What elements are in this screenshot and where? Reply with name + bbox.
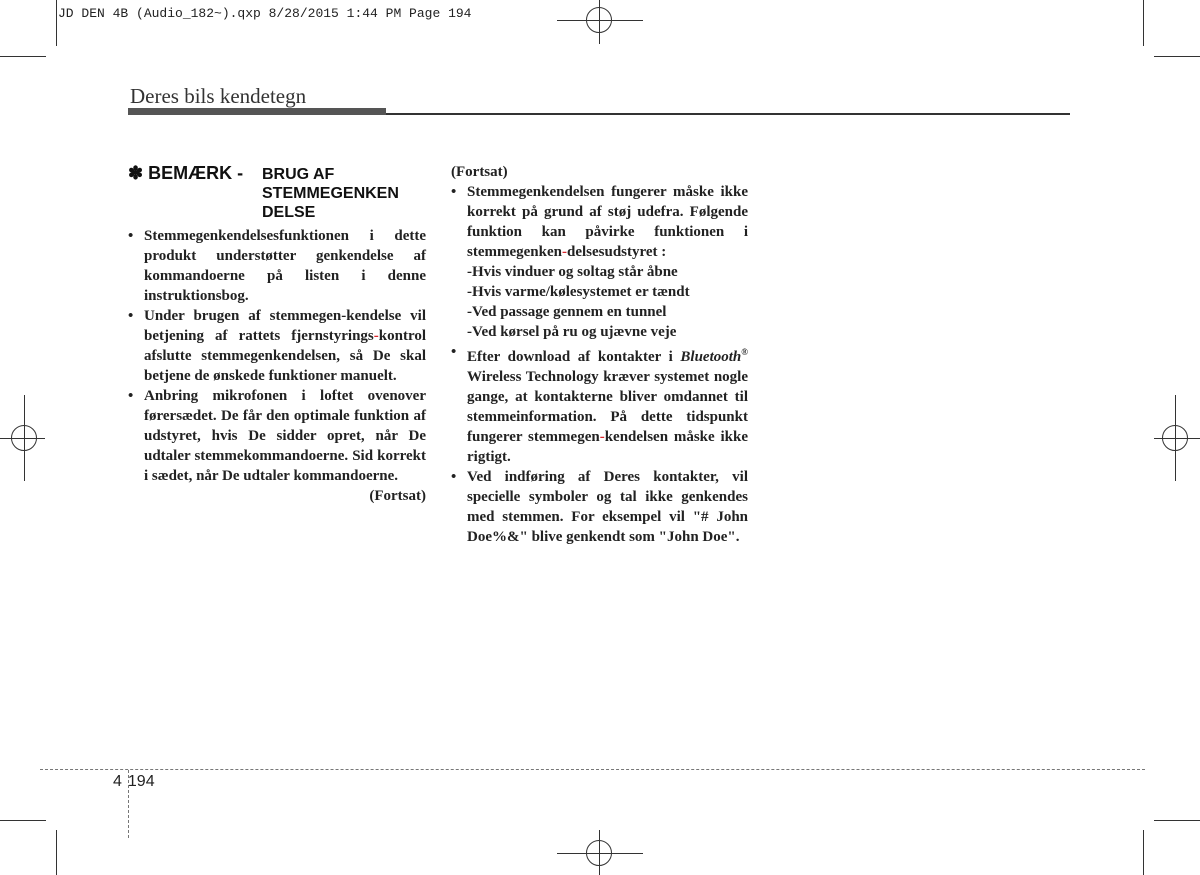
bullet-marker: • <box>451 184 457 200</box>
header-rule-accent <box>128 108 386 115</box>
list-item-text <box>144 306 426 386</box>
list-item-text <box>467 342 748 467</box>
list-item-text: Ved indføring af Deres kontakter, vil specielle symboler og tal ikke genkendes med stemmen. For eksempel vil "# John Doe%&" blive genkendt som "John Doe". <box>467 469 748 545</box>
crop-mark <box>1154 56 1200 57</box>
crop-mark <box>0 820 46 821</box>
text-part: Wireless Technology kræver systemet nogle gange, at kontakterne bliver omdannet til stemmeinformation. På dette tidspunkt fungerer stemmegen <box>467 369 748 445</box>
left-column <box>128 226 426 506</box>
bullet-marker: • <box>451 344 457 360</box>
crop-mark <box>56 0 57 46</box>
registration-circle <box>586 840 612 866</box>
note-mark: ✽ BEMÆRK - <box>128 163 244 183</box>
condition-item: -Hvis varme/kølesystemet er tændt <box>467 284 690 300</box>
right-column <box>451 162 748 547</box>
bullet-marker: • <box>451 469 457 485</box>
text-part: Efter download af kontakter i <box>467 349 681 365</box>
brand-name: Bluetooth <box>680 349 742 365</box>
list-item-text: Stemmegenkendelsesfunktionen i dette produkt understøtter genkendelse af kommandoerne på listen i denne instruktionsbog. <box>144 228 426 304</box>
crop-mark <box>56 830 57 875</box>
condition-item: -Hvis vinduer og soltag står åbne <box>467 264 678 280</box>
list-item-text: Anbring mikrofonen i loftet ovenover førersædet. De får den optimale funktion af udstyret, hvis De sidder opret, når De udtaler stemmekommandoerne. Sid korrekt i sædet, når De udtaler kommandoerne. <box>144 388 426 484</box>
print-slug: JD DEN 4B (Audio_182~).qxp 8/28/2015 1:44 PM Page 194 <box>58 6 472 21</box>
crop-mark <box>1143 0 1144 46</box>
text-part: Stemmegenkendelsen fungerer måske ikke korrekt på grund af støj udefra. Følgende funktion kan påvirke funktionen i stemmegenken <box>467 184 748 260</box>
hyphen-mark: - <box>373 328 379 344</box>
chapter-number: 4 <box>113 773 122 790</box>
hyphen-mark: - <box>599 429 605 445</box>
condition-item: -Ved passage gennem en tunnel <box>467 304 667 320</box>
registered-mark: ® <box>741 347 748 357</box>
list-item <box>451 182 748 262</box>
list-item <box>128 226 426 306</box>
condition-item: -Ved kørsel på ru og ujævne veje <box>467 324 677 340</box>
bullet-marker: • <box>128 308 134 324</box>
text-part: kendelsen måske ikke rigtigt. <box>467 429 748 465</box>
list-item-text <box>467 182 748 262</box>
registration-circle <box>1162 425 1188 451</box>
footer-rule <box>40 769 1145 770</box>
list-item <box>451 342 748 467</box>
text-part: Under brugen af stemmegen-kendelse vil betjening af rattets fjernstyrings <box>144 308 426 344</box>
registration-circle <box>11 425 37 451</box>
list-item <box>128 306 426 386</box>
text-part: delsesudstyret : <box>566 244 667 260</box>
crop-mark <box>0 56 46 57</box>
list-item <box>451 467 748 547</box>
note-title: BRUG AF STEMMEGENKEN DELSE <box>262 166 399 221</box>
section-title: Deres bils kendetegn <box>130 84 307 108</box>
page-number <box>113 773 155 791</box>
page-value: 194 <box>127 773 155 790</box>
bullet-marker: • <box>128 388 134 404</box>
continued-label: (Fortsat) <box>451 164 508 180</box>
crop-mark <box>1143 830 1144 875</box>
bullet-marker: • <box>128 228 134 244</box>
text-part: kontrol afslutte stemmegenkendelsen, så De skal betjene de ønskede funktioner manuelt. <box>144 328 426 384</box>
continued-label: (Fortsat) <box>369 488 426 504</box>
registration-circle <box>586 7 612 33</box>
crop-mark <box>1154 820 1200 821</box>
list-item <box>128 386 426 486</box>
hyphen-mark: - <box>561 244 567 260</box>
